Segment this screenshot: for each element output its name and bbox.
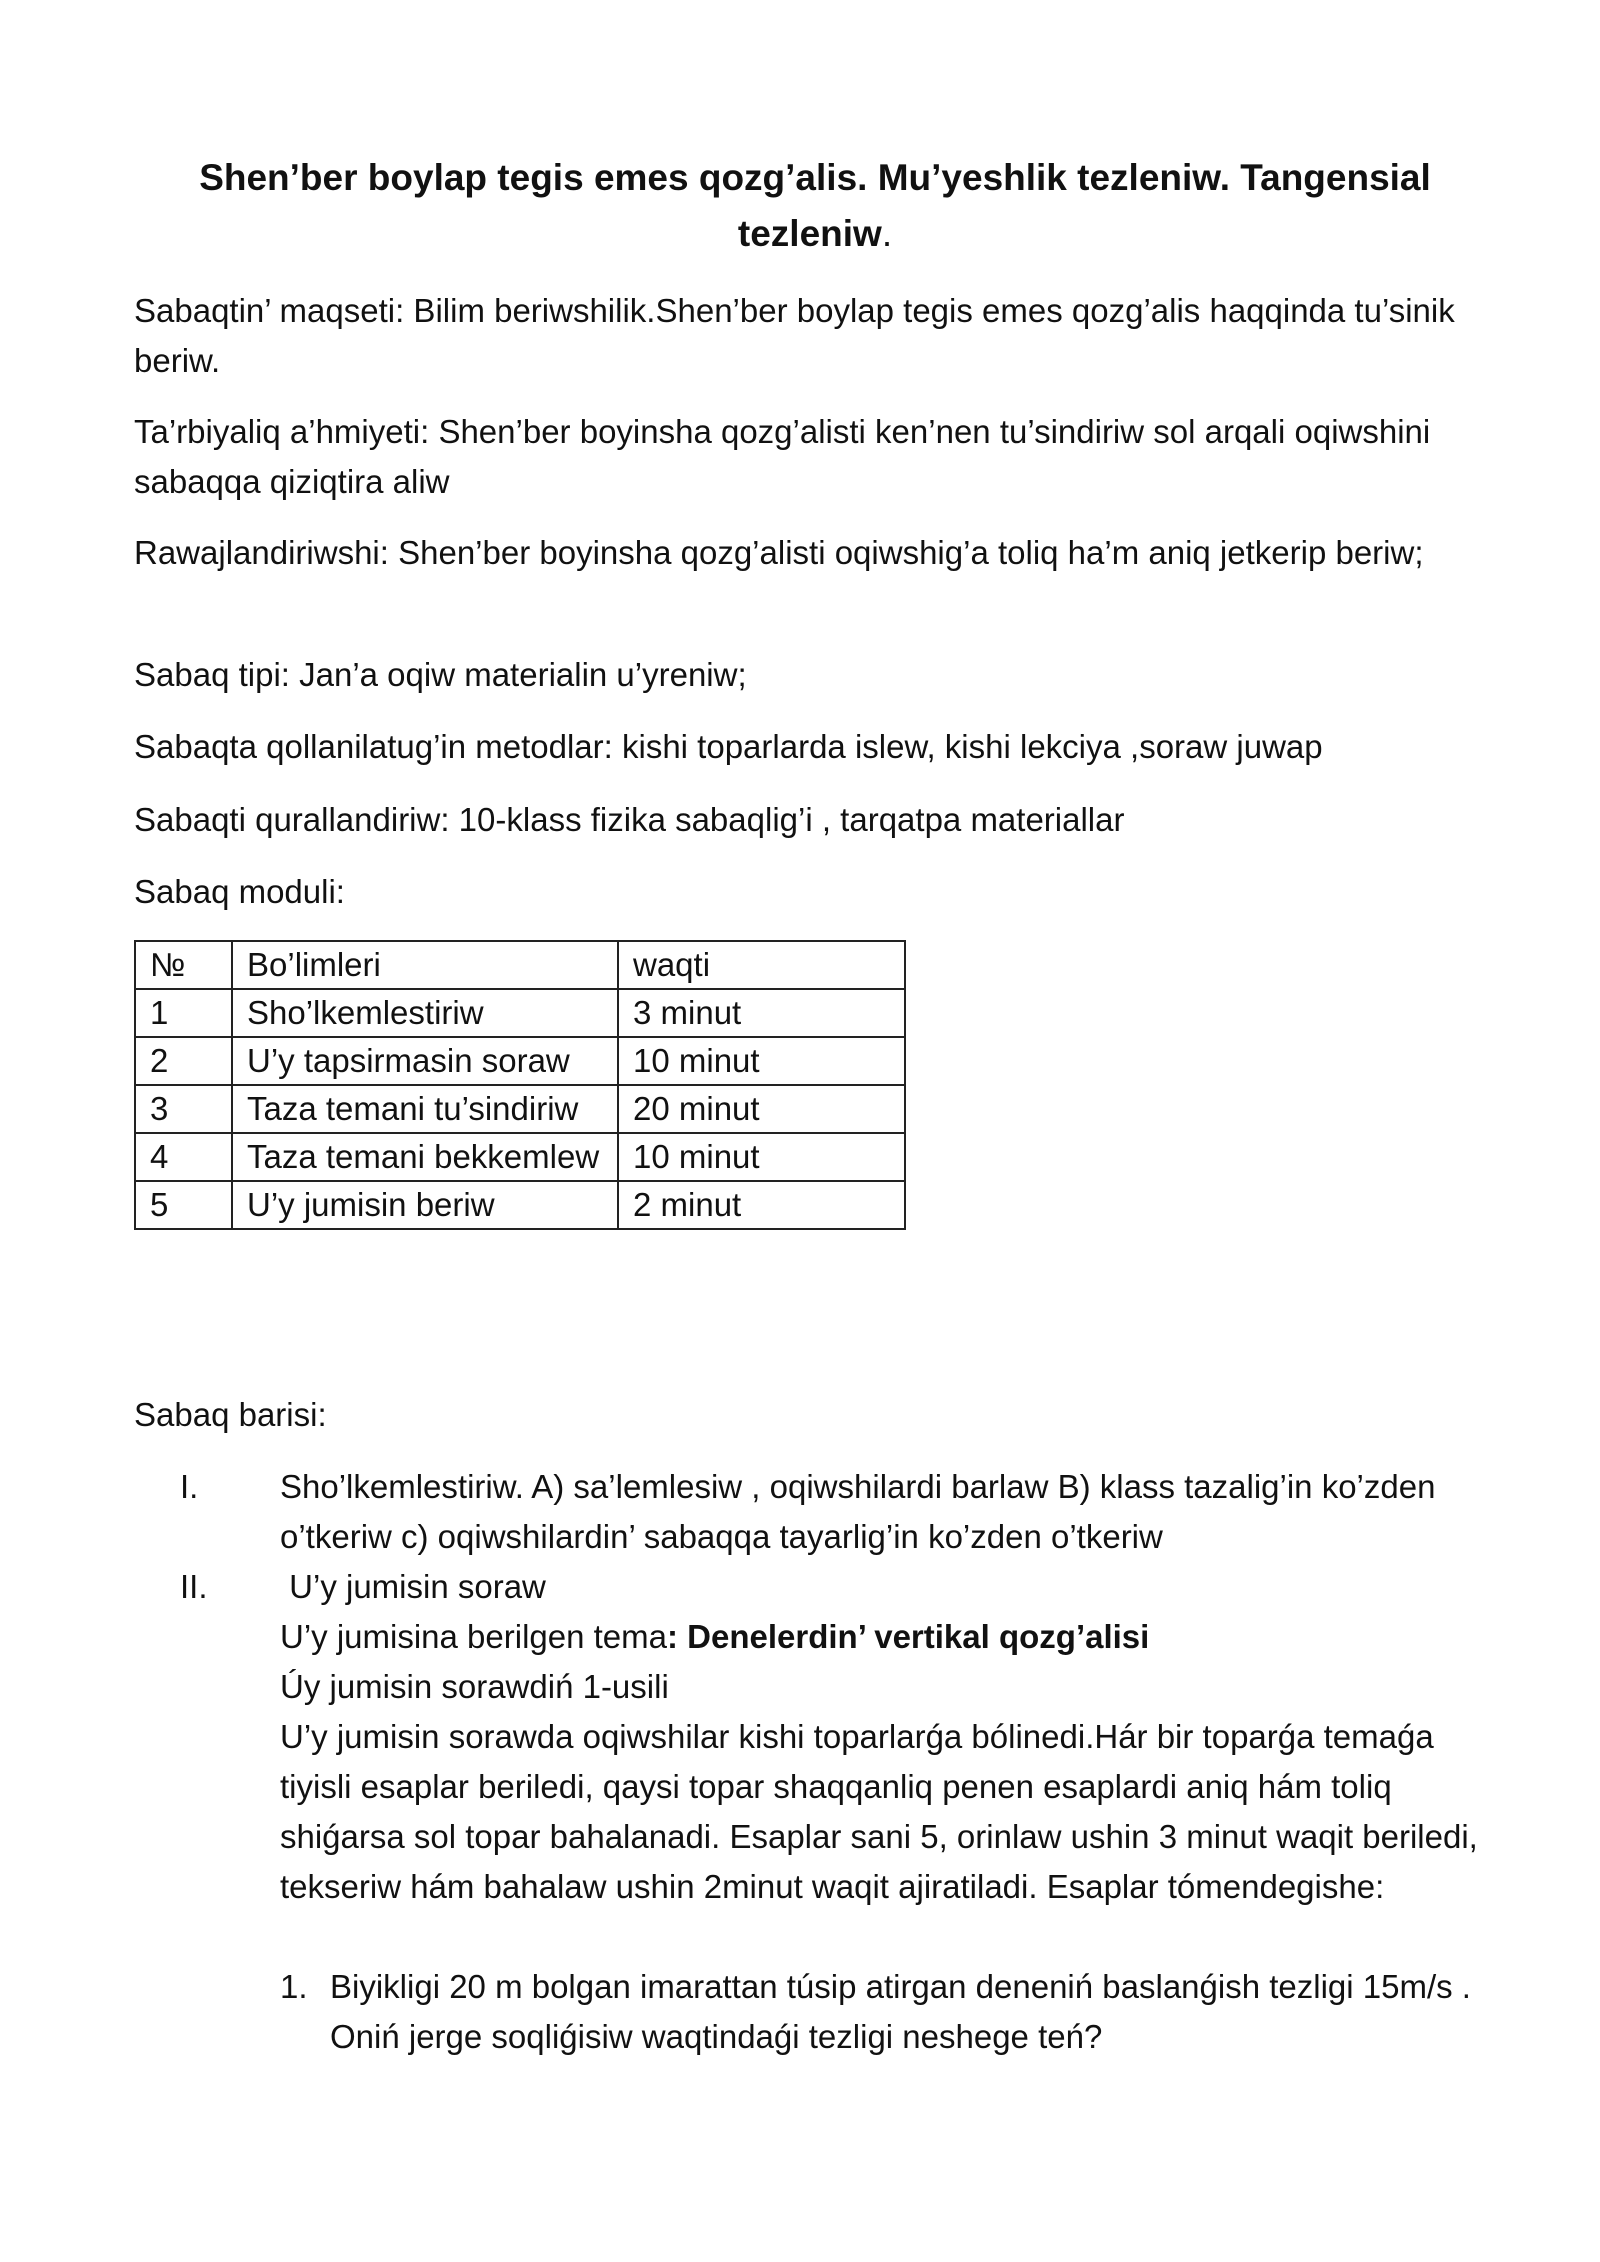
homework-description: U’y jumisin sorawda oqiwshilar kishi toparlarǵa bólinedi.Hár bir toparǵa temaǵa tiyisli esaplar beriledi, qaysi topar shaqqanliq penen esaplardi aniq hám toliq shiǵarsa sol topar bahalanadi. Esaplar sani 5, orinlaw ushin 3 minut waqit beriledi, tekseriw hám bahalaw ushin 2minut waqit ajiratiladi. Esaplar tómendegishe:	[280, 1718, 1478, 1905]
table-row	[135, 1037, 905, 1085]
list-marker-2: II.	[180, 1568, 208, 1605]
row-number: 5	[135, 1181, 232, 1229]
sub-list-item-problem-1: Biyikligi 20 m bolgan imarattan túsip atirgan deneniń baslanǵish tezligi 15m/s . Oniń jerge soqliǵisiw waqtindaǵi tezligi neshege teń?	[330, 1968, 1471, 2055]
document-title	[150, 150, 1480, 262]
lesson-progress-label: Sabaq barisi:	[134, 1396, 327, 1433]
row-time: 3 minut	[618, 989, 905, 1037]
table-header-row	[135, 941, 905, 989]
lesson-module-label: Sabaq moduli:	[134, 873, 345, 910]
row-time: 10 minut	[618, 1037, 905, 1085]
row-section: Taza temani bekkemlew	[232, 1133, 618, 1181]
list-item-organization: Sho’lkemlestiriw. A) sa’lemlesiw , oqiwshilardi barlaw B) klass tazalig’in ko’zden o’tkeriw c) oqiwshilardin’ sabaqqa tayarlig’in ko’zden o’tkeriw	[280, 1468, 1436, 1555]
homework-topic-bold: : Denelerdin’ vertikal qozg’alisi	[667, 1618, 1150, 1655]
table-row	[135, 1181, 905, 1229]
row-section: U’y jumisin beriw	[232, 1181, 618, 1229]
lesson-upbringing: Ta’rbiyaliq a’hmiyeti: Shen’ber boyinsha qozg’alisti ken’nen tu’sindiriw sol arqali oqiwshini sabaqqa qiziqtira aliw	[134, 413, 1431, 500]
lesson-module-table	[134, 940, 906, 1230]
row-time: 20 minut	[618, 1085, 905, 1133]
row-time: 2 minut	[618, 1181, 905, 1229]
table-row	[135, 1085, 905, 1133]
row-number: 3	[135, 1085, 232, 1133]
lesson-equipment: Sabaqti qurallandiriw: 10-klass fizika sabaqlig’i , tarqatpa materiallar	[134, 801, 1125, 838]
homework-topic	[280, 1612, 1480, 1662]
sub-list-marker-1: 1.	[280, 1968, 308, 2005]
title-period: .	[881, 213, 893, 254]
lesson-type: Sabaq tipi: Jan’a oqiw materialin u’yreniw;	[134, 656, 747, 693]
row-time: 10 minut	[618, 1133, 905, 1181]
homework-topic-prefix: U’y jumisina berilgen tema	[280, 1618, 667, 1655]
list-item-homework-check: U’y jumisin soraw	[280, 1568, 546, 1605]
row-number: 2	[135, 1037, 232, 1085]
header-time: waqti	[618, 941, 905, 989]
lesson-development: Rawajlandiriwshi: Shen’ber boyinsha qozg’alisti oqiwshig’a toliq ha’m aniq jetkerip beriw;	[134, 534, 1424, 571]
row-number: 1	[135, 989, 232, 1037]
lesson-methods: Sabaqta qollanilatug’in metodlar: kishi toparlarda islew, kishi lekciya ,soraw juwap	[134, 728, 1323, 765]
lesson-goal: Sabaqtin’ maqseti: Bilim beriwshilik.Shen’ber boylap tegis emes qozg’alis haqqinda tu’sinik beriw.	[134, 292, 1455, 379]
row-section: U’y tapsirmasin soraw	[232, 1037, 618, 1085]
list-marker-1: I.	[180, 1468, 199, 1505]
row-section: Sho’lkemlestiriw	[232, 989, 618, 1037]
row-number: 4	[135, 1133, 232, 1181]
table-row	[135, 989, 905, 1037]
homework-method: Úy jumisin sorawdiń 1-usili	[280, 1668, 669, 1705]
row-section: Taza temani tu’sindiriw	[232, 1085, 618, 1133]
header-number: №	[135, 941, 232, 989]
title-text: Shen’ber boylap tegis emes qozg’alis. Mu’yeshlik tezleniw. Tangensial tezleniw	[199, 157, 1431, 254]
table-row	[135, 1133, 905, 1181]
header-sections: Bo’limleri	[232, 941, 618, 989]
